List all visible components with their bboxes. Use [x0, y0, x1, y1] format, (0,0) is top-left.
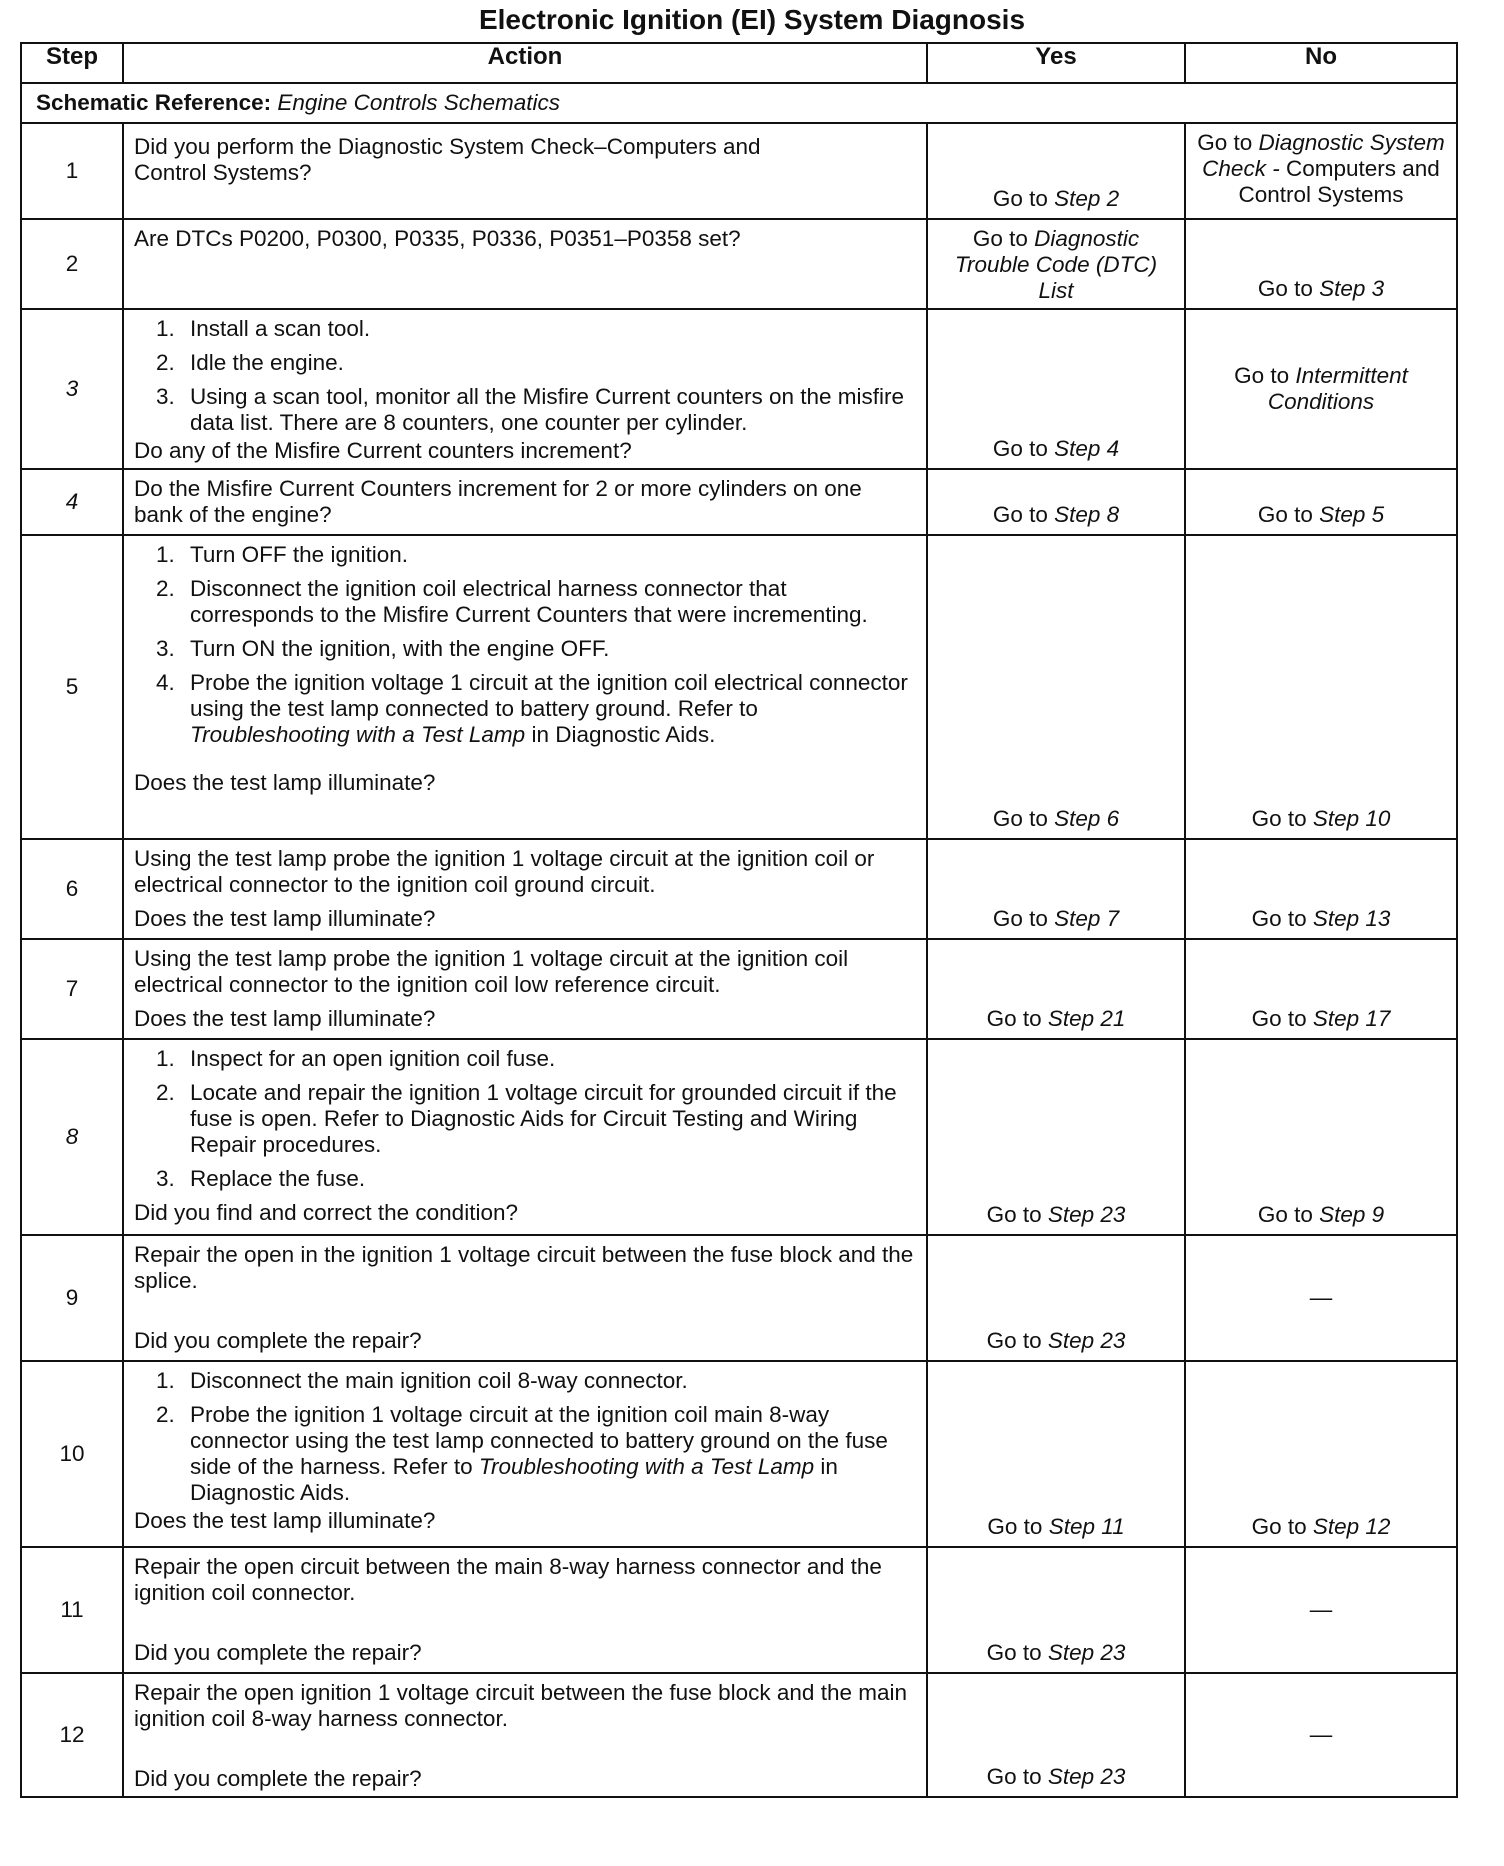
yes-target: Diagnostic Trouble Code (DTC) List	[954, 226, 1158, 303]
action-question: Did you complete the repair?	[134, 1766, 422, 1791]
action-cell	[123, 535, 927, 839]
go-to-label: Go to	[1251, 906, 1307, 931]
action-steps	[134, 1368, 916, 1506]
no-target: Step 3	[1319, 276, 1385, 301]
yes-cell	[927, 123, 1185, 219]
yes-target: Step 11	[1048, 1514, 1125, 1539]
yes-target: Step 23	[1047, 1328, 1126, 1353]
go-to-label: Go to	[992, 186, 1048, 211]
yes-target: Step 8	[1054, 502, 1120, 527]
go-to-label: Go to	[986, 1640, 1042, 1665]
yes-cell	[927, 309, 1185, 469]
step-number: 1	[21, 123, 123, 219]
no-target: Step 5	[1319, 502, 1385, 527]
list-item: 2. Probe the ignition 1 voltage circuit at the ignition coil main 8-way connector using the test lamp connected to battery ground on the fuse side of the harness. Refer to Troubleshooting with a Test Lamp in Diagnostic Aids.	[156, 1402, 888, 1505]
no-cell: —	[1185, 1673, 1457, 1797]
list-item: 3. Turn ON the ignition, with the engine OFF.	[156, 636, 610, 661]
yes-target: Step 23	[1047, 1764, 1126, 1789]
go-to-label: Go to	[986, 1006, 1042, 1031]
action-cell	[123, 469, 927, 535]
no-cell	[1185, 309, 1457, 469]
yes-target: Step 4	[1054, 436, 1120, 461]
action-text: Using the test lamp probe the ignition 1 voltage circuit at the ignition coil electrical connector to the ignition coil low reference circuit.	[134, 946, 849, 997]
action-steps	[134, 1046, 916, 1192]
action-question: Does the test lamp illuminate?	[134, 1508, 436, 1533]
no-target: Intermittent Conditions	[1267, 363, 1408, 414]
list-item: 1. Turn OFF the ignition.	[156, 542, 409, 567]
table-row	[21, 1039, 1457, 1235]
table-row	[21, 535, 1457, 839]
action-text: Do the Misfire Current Counters increment for 2 or more cylinders on one bank of the engine?	[134, 476, 862, 527]
no-cell	[1185, 939, 1457, 1039]
go-to-label: Go to	[972, 226, 1028, 251]
step-number: 12	[21, 1673, 123, 1797]
step-number: 10	[21, 1361, 123, 1547]
yes-cell	[927, 939, 1185, 1039]
action-cell	[123, 1235, 927, 1361]
go-to-label: Go to	[1257, 502, 1313, 527]
no-cell: —	[1185, 1235, 1457, 1361]
step-number: 9	[21, 1235, 123, 1361]
header-row	[21, 43, 1457, 83]
action-cell	[123, 839, 927, 939]
header-yes: Yes	[927, 43, 1185, 83]
yes-target: Step 23	[1047, 1640, 1126, 1665]
step-number: 7	[21, 939, 123, 1039]
action-text: Using the test lamp probe the ignition 1 voltage circuit at the ignition coil or electrical connector to the ignition coil ground circuit.	[134, 846, 875, 897]
no-target-rest: Computers and Control Systems	[1238, 156, 1440, 207]
action-text: Repair the open ignition 1 voltage circuit between the fuse block and the main ignition coil 8-way harness connector.	[134, 1680, 907, 1731]
list-item: 2. Disconnect the ignition coil electrical harness connector that corresponds to the Misfire Current Counters that were incrementing.	[156, 576, 868, 627]
step-number: 5	[21, 535, 123, 839]
yes-cell	[927, 1547, 1185, 1673]
go-to-label: Go to	[986, 1202, 1042, 1227]
action-cell	[123, 1039, 927, 1235]
go-to-label: Go to	[992, 502, 1048, 527]
action-question: Does the test lamp illuminate?	[134, 906, 436, 931]
action-steps	[134, 542, 916, 748]
no-target: Step 13	[1312, 906, 1391, 931]
action-cell	[123, 309, 927, 469]
yes-cell	[927, 1673, 1185, 1797]
go-to-label: Go to	[1234, 363, 1290, 388]
action-cell	[123, 939, 927, 1039]
yes-cell	[927, 1039, 1185, 1235]
list-item: 3. Using a scan tool, monitor all the Misfire Current counters on the misfire data list. There are 8 counters, one counter per cylinder.	[156, 384, 905, 435]
action-question: Does the test lamp illuminate?	[134, 1006, 436, 1031]
table-row	[21, 1673, 1457, 1797]
table-row	[21, 309, 1457, 469]
list-item: 1. Inspect for an open ignition coil fuse.	[156, 1046, 556, 1071]
list-item: 1. Disconnect the main ignition coil 8-way connector.	[156, 1368, 688, 1393]
action-cell	[123, 219, 927, 309]
go-to-label: Go to	[992, 906, 1048, 931]
action-question: Does the test lamp illuminate?	[134, 770, 436, 795]
table-row	[21, 839, 1457, 939]
go-to-label: Go to	[1257, 1202, 1313, 1227]
table-row	[21, 1235, 1457, 1361]
page-title: Electronic Ignition (EI) System Diagnosis	[478, 4, 1026, 35]
yes-target: Step 6	[1054, 806, 1120, 831]
go-to-label: Go to	[1251, 806, 1307, 831]
yes-target: Step 21	[1047, 1006, 1126, 1031]
yes-target: Step 2	[1054, 186, 1120, 211]
no-cell	[1185, 123, 1457, 219]
schematic-reference-row	[21, 83, 1457, 123]
go-to-label: Go to	[1197, 130, 1253, 155]
action-cell	[123, 1673, 927, 1797]
action-steps	[134, 316, 916, 436]
no-cell	[1185, 535, 1457, 839]
table-row	[21, 1547, 1457, 1673]
header-step: Step	[21, 43, 123, 83]
action-text: Repair the open circuit between the main 8-way harness connector and the ignition coil connector.	[134, 1554, 882, 1605]
table-row	[21, 939, 1457, 1039]
no-target: Step 9	[1319, 1202, 1385, 1227]
no-cell: —	[1185, 1547, 1457, 1673]
list-item: 2. Idle the engine.	[156, 350, 344, 375]
no-target: Step 10	[1312, 806, 1391, 831]
step-number: 8	[21, 1039, 123, 1235]
go-to-label: Go to	[1251, 1006, 1307, 1031]
go-to-label: Go to	[1251, 1514, 1307, 1539]
schematic-reference-label: Schematic Reference:	[36, 90, 272, 115]
no-target: Step 12	[1312, 1514, 1391, 1539]
step-number: 2	[21, 219, 123, 309]
action-question: Did you find and correct the condition?	[134, 1200, 518, 1225]
list-item: 4. Probe the ignition voltage 1 circuit at the ignition coil electrical connector using the test lamp connected to battery ground. Refer to Troubleshooting with a Test Lamp in Diagnostic Aids.	[156, 670, 908, 747]
yes-target: Step 23	[1047, 1202, 1126, 1227]
list-item: 1. Install a scan tool.	[156, 316, 371, 341]
yes-cell	[927, 839, 1185, 939]
action-question: Do any of the Misfire Current counters increment?	[134, 438, 632, 463]
schematic-reference-value: Engine Controls Schematics	[277, 90, 561, 115]
table-row	[21, 219, 1457, 309]
go-to-label: Go to	[992, 436, 1048, 461]
step-number: 4	[21, 469, 123, 535]
go-to-label: Go to	[986, 1328, 1042, 1353]
step-number: 11	[21, 1547, 123, 1673]
yes-cell	[927, 1235, 1185, 1361]
table-row	[21, 1361, 1457, 1547]
yes-cell	[927, 1361, 1185, 1547]
no-target: Diagnostic System Check -	[1202, 130, 1445, 181]
step-number: 6	[21, 839, 123, 939]
go-to-label: Go to	[992, 806, 1048, 831]
table-row	[21, 469, 1457, 535]
action-cell	[123, 1361, 927, 1547]
list-item: 2. Locate and repair the ignition 1 voltage circuit for grounded circuit if the fuse is open. Refer to Diagnostic Aids for Circuit Testing and Wiring Repair procedures.	[156, 1080, 897, 1157]
action-cell	[123, 1547, 927, 1673]
action-text: Did you perform the Diagnostic System Check–Computers and Control Systems?	[134, 134, 761, 185]
header-no: No	[1185, 43, 1457, 83]
action-text: Repair the open in the ignition 1 voltage circuit between the fuse block and the splice.	[134, 1242, 914, 1293]
no-target: Step 17	[1312, 1006, 1391, 1031]
yes-cell	[927, 535, 1185, 839]
diagnosis-table	[20, 42, 1458, 1798]
yes-cell	[927, 219, 1185, 309]
go-to-label: Go to	[987, 1514, 1043, 1539]
go-to-label: Go to	[986, 1764, 1042, 1789]
schematic-reference	[21, 83, 1457, 123]
no-cell	[1185, 1039, 1457, 1235]
no-cell	[1185, 1361, 1457, 1547]
header-action: Action	[123, 43, 927, 83]
table-row	[21, 123, 1457, 219]
go-to-label: Go to	[1257, 276, 1313, 301]
action-question: Did you complete the repair?	[134, 1328, 422, 1353]
no-cell	[1185, 839, 1457, 939]
yes-target: Step 7	[1054, 906, 1120, 931]
no-cell	[1185, 469, 1457, 535]
list-item: 3. Replace the fuse.	[156, 1166, 366, 1191]
step-number: 3	[21, 309, 123, 469]
yes-cell	[927, 469, 1185, 535]
action-cell	[123, 123, 927, 219]
no-cell	[1185, 219, 1457, 309]
action-question: Did you complete the repair?	[134, 1640, 422, 1665]
action-text: Are DTCs P0200, P0300, P0335, P0336, P0351–P0358 set?	[134, 226, 741, 251]
